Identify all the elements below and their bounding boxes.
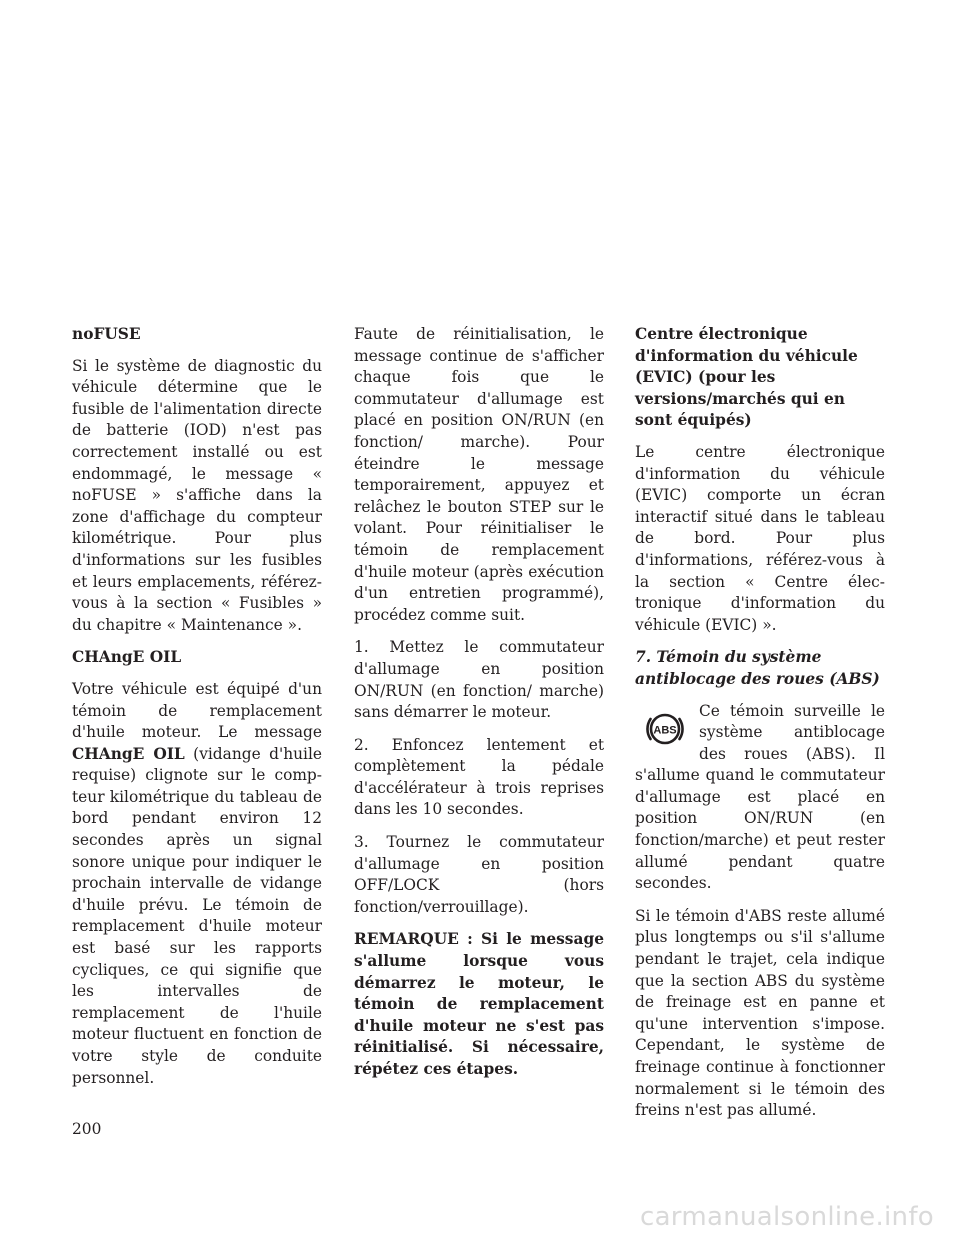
step-1: 1. Mettez le commutateur d'allumage en position ON/RUN (en fonction/ marche) sans démarrer le moteur. [354,638,604,722]
change-oil-inline-bold: CHAngE OIL [72,744,185,763]
step-3: 3. Tournez le commutateur d'allumage en position OFF/LOCK (hors fonction/verrouillage). [354,833,604,916]
paragraph-evic: Le centre électronique d'information du véhicule (EVIC) comporte un écran interactif situé dans le tableau de bord. Pour plus d'informations, référez-vous à la section « Centre électronique d'information du véhicule (EVIC) ». [635,442,885,634]
abs-section [635,701,885,906]
note-remarque: REMARQUE : Si le message s'allume lorsque vous démarrez le moteur, le témoin de remplacement d'huile moteur ne s'est pas réinitialisé. Si nécessaire, répétez ces étapes. [354,930,604,1078]
paragraph-nofuse: Si le système de diagnostic du véhicule détermine que le fusible de l'alimentation directe de batterie (IOD) n'est pas correctement installé ou est endommagé, le message « noFUSE » s'affiche dans la zone d'affichage du compteur kilométrique. Pour plus d'informations sur les fusibles et leurs emplacements, référez-vous à la section « Fusibles » du chapitre « Maintenance ». [72,356,322,634]
heading-change-oil: CHAngE OIL [72,648,182,667]
change-oil-text-after: (vidange d'huile requise) clignote sur le compteur kilométrique du tableau de bord pendant environ 12 secondes après un signal sonore unique pour indiquer le prochain intervalle de vidange d'huile prévu. Le témoin de remplacement d'huile moteur est basé sur les rapports cycliques, ce qui signifie que les intervalles de remplacement de l'huile moteur fluctuent en fonction de votre style de conduite personnel. [72,744,322,1087]
heading-evic: Centre électronique d'information du véhicule (EVIC) (pour les versions/marchés qui en sont équipés) [635,325,858,430]
text-column-left [72,324,322,1100]
heading-nofuse: noFUSE [72,325,141,343]
abs-icon-label: ABS [653,724,677,736]
text-column-right [635,324,885,1133]
heading-abs: 7. Témoin du système antiblocage des roues (ABS) [635,648,880,688]
watermark: carmanualsonline.info [639,1202,934,1232]
abs-warning-icon [643,707,687,751]
paragraph-abs-2: Si le témoin d'ABS reste allumé plus longtemps ou s'il s'allume pendant le trajet, cela indique que la section ABS du système de freinage est en panne et qu'une intervention s'impose. Cependant, le système de freinage continue à fonctionner normalement si le témoin des freins n'est pas allumé. [635,906,885,1120]
page-number: 200 [72,1120,102,1138]
text-column-middle [354,324,604,1092]
change-oil-text-before: Votre véhicule est équipé d'un témoin de remplacement d'huile moteur. Le message [72,679,322,742]
paragraph-reset: Faute de réinitialisation, le message continue de s'afficher chaque fois que le commutateur d'allumage est placé en position ON/RUN (en fonction/ marche). Pour éteindre le message temporairement, appuyez et relâchez le bouton STEP sur le volant. Pour réinitialiser le témoin de remplacement d'huile moteur (après exécution d'un entretien programmé), procédez comme suit. [354,325,604,624]
paragraph-abs: Ce témoin surveille le système antiblocage des roues (ABS). Il s'allume quand le commutateur d'allumage est placé en position ON/RUN (en fonction/marche) et peut rester allumé pendant quatre secondes. [635,701,885,893]
paragraph-change-oil [72,679,322,1089]
step-2: 2. Enfoncez lentement et complètement la pédale d'accélérateur à trois reprises dans les 10 secondes. [354,735,604,819]
